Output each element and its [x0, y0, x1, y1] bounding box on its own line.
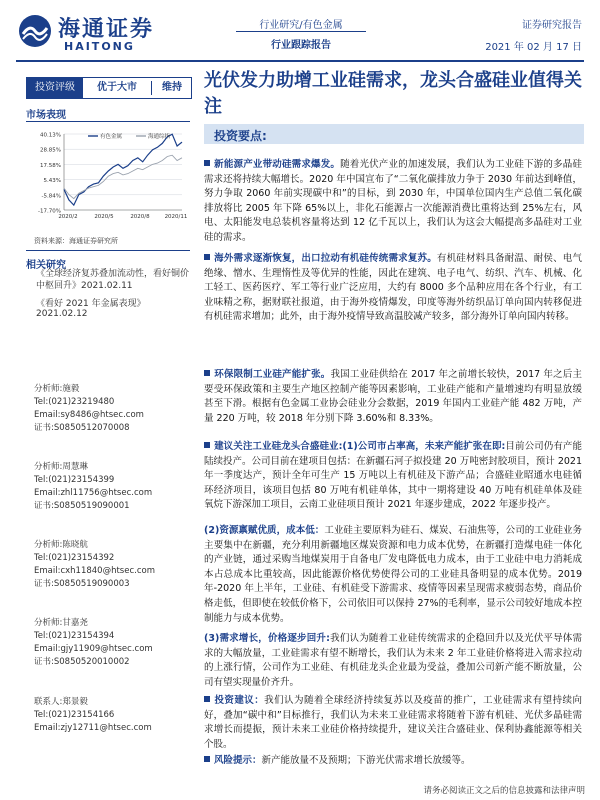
analyst-cert: 证书:S0850519090001: [34, 501, 130, 511]
analyst-name: 分析师:周慧琳: [34, 462, 88, 472]
key-point-lead: (2)资源禀赋优质，成本低：: [204, 525, 325, 536]
chart-source: 资料来源：海通证券研究所: [34, 237, 118, 245]
key-point-paragraph: [204, 440, 582, 513]
rating-value: 优于大市: [97, 82, 137, 93]
analyst-name: 分析师:甘嘉尧: [34, 618, 88, 628]
key-point-text: 我们认为随着工业硅传统需求的企稳回升以及光伏平导体需求的大幅放量，工业硅需求有望不断增长，我们认为未来 2 年工业硅价格将进入需求拉动的上涨行情，公司作为工业硅、有机硅龙头企业最为受益，叠加公司新产能不断放量，公司有望实现量价齐升。: [204, 633, 582, 688]
market-title-rule: [26, 121, 190, 122]
key-points-title: 投资要点:: [214, 129, 267, 143]
analyst-cert: 证书:S0850520010002: [34, 657, 130, 667]
header-rule: [16, 60, 584, 62]
report-title: 光伏发力助增工业硅需求，龙头合盛硅业值得关注: [204, 70, 582, 117]
key-point-paragraph: [204, 632, 582, 690]
analyst-tel: Tel:(021)23154392: [34, 553, 115, 563]
square-bullet-icon: [204, 756, 210, 762]
chart-x-tick-label: 2020/8: [130, 214, 150, 220]
key-point-text: 目前公司仍有产能陆续投产。公司目前在建项目包括：在新疆石河子拟投建 20 万吨密封胶项目，预计 2021 年一季度达产，预计全年可生产 15 万吨以上有机硅及下游产品；合盛硅业昭通水电硅循环经济项目，该项目包括 80 万吨有机硅单体，其中一期将建设 40 万吨有机硅单体及硅氧烷下游深加工项目，云南工业硅项目预计 2021 年逐步建成，2022 年逐步投产。: [204, 441, 582, 511]
square-bullet-icon: [204, 160, 210, 166]
chart-x-tick-label: 2020/5: [94, 214, 114, 220]
report-date: 2021 年 02 月 17 日: [485, 42, 582, 53]
key-point-paragraph: [204, 252, 582, 325]
analyst-email[interactable]: Email:zjy12711@htsec.com: [34, 723, 152, 733]
rating-label: 投资评级: [27, 78, 83, 98]
key-point-paragraph: [204, 524, 582, 626]
chart-x-tick-label: 2020/11: [164, 214, 188, 220]
chart-series-line-nonferrous: [64, 134, 182, 205]
related-research-title: 相关研究: [26, 260, 66, 271]
chart-legend-label: 海通综指: [148, 134, 171, 140]
square-bullet-icon: [204, 696, 210, 702]
analyst-email[interactable]: Email:gjy11909@htsec.com: [34, 644, 153, 654]
analyst-name: 联系人:郑景毅: [34, 697, 88, 707]
market-performance-chart: [26, 126, 190, 228]
key-point-text: 工业硅主要原料为硅石、煤炭、石油焦等，公司的工业硅业务主要集中在新疆，充分利用新疆地区煤炭资源和电力成本优势，在新疆打造煤电硅一体化的产业链，通过采购当地煤炭用于自备电厂发电降低电力成本，由于工业硅中电力消耗成本占总成本比重较高，因此能源价格优势使得公司的工业硅具备明显的成本优势。2019 年-2020 年上半年，工业硅、有机硅受下游需求、疫情等因素呈现需求疲弱态势，商品价格走低，但即使在较低价格下，公司依旧可以保持 27%的毛利率，显示公司较好地成本控制能力与成本优势。: [204, 525, 582, 624]
analyst-email[interactable]: Email:zhl11756@htsec.com: [34, 488, 153, 498]
key-point-lead: 风险提示：: [214, 755, 262, 766]
key-point-lead: 新能源产业带动硅需求爆发。: [214, 159, 341, 170]
key-point-text: 我们认为随着全球经济持续复苏以及疫苗的推广，工业硅需求有望持续向好，叠加“碳中和”目标推行，我们认为未来工业硅需求将随着下游有机硅、光伏多晶硅需求增长而提振，预计未来工业硅价格持续提升，建议关注合盛硅业、保利协鑫能源等相关个股。: [204, 695, 582, 750]
analyst-cert: 证书:S0850519090003: [34, 579, 130, 589]
report-label: 证券研究报告: [522, 20, 582, 31]
chart-y-tick-label: 28.85%: [40, 147, 61, 154]
key-point-lead: 投资建议：: [214, 695, 265, 706]
chart-y-tick-label: -17.70%: [38, 208, 61, 215]
key-point-text: 我国工业硅供给在 2017 年之前增长较快，2017 年之后主要受环保政策和主要生产地区控制产能等因素影响，工业硅产能和产量增速均有明显放缓甚至下滑。根据有色金属工业协会硅业分会数据，2019 年国内工业硅产能 482 万吨，产量 220 万吨，较 2018 年分别下降 3.60%和 8.33%。: [204, 369, 582, 424]
related-research-item[interactable]: 《看好 2021 年金属表现》2021.02.12: [36, 299, 146, 319]
chart-series-line-composite: [64, 155, 182, 198]
disclaimer-footer: 请务必阅读正文之后的信息披露和法律声明: [423, 786, 585, 796]
square-bullet-icon: [204, 370, 210, 376]
chart-y-tick-label: -5.84%: [41, 193, 61, 200]
key-point-lead: 海外需求逐渐恢复，出口拉动有机硅传统需求复苏。: [214, 253, 437, 264]
square-bullet-icon: [204, 254, 210, 260]
logo-english-name: HAITONG: [64, 40, 135, 53]
key-point-text: 新产能放量不及预期；下游光伏需求增长放缓等。: [261, 755, 471, 766]
rating-action: 维持: [162, 82, 182, 93]
analyst-name: 分析师:陈晓航: [34, 540, 88, 550]
related-research-item[interactable]: 《全球经济复苏叠加流动性，看好铜价中枢回升》2021.02.11: [36, 269, 190, 291]
key-point-lead: (3)需求增长，价格逐步回升:: [204, 633, 330, 644]
logo-chinese-name: 海通证券: [58, 16, 155, 42]
analyst-tel: Tel:(021)23219480: [34, 397, 115, 407]
report-type: 行业跟踪报告: [271, 40, 331, 51]
analyst-tel: Tel:(021)23154394: [34, 631, 115, 641]
analyst-tel: Tel:(021)23154399: [34, 475, 115, 485]
square-bullet-icon: [204, 442, 210, 448]
analyst-cert: 证书:S0850512070008: [34, 423, 130, 433]
chart-y-tick-label: 5.43%: [43, 178, 61, 185]
chart-y-tick-label: 17.58%: [40, 162, 61, 169]
rating-separator: [151, 81, 152, 95]
industry-category: 行业研究/有色金属: [259, 20, 343, 31]
haitong-logo: [18, 10, 168, 58]
sidebar-divider: [26, 250, 190, 251]
market-performance-title: 市场表现: [26, 110, 66, 121]
key-point-paragraph: [204, 694, 582, 752]
analyst-tel: Tel:(021)23154166: [34, 710, 115, 720]
header-divider: [236, 31, 366, 32]
key-point-lead: 建议关注工业硅龙头合盛硅业:(1)公司市占率高，未来产能扩张在即:: [214, 441, 506, 452]
analyst-email[interactable]: Email:sy8486@htsec.com: [34, 410, 144, 420]
key-point-text: 有机硅材料具备耐温、耐侯、电气绝缘、憎水、生理惰性及等优异的性能，因此在建筑、电子电气、纺织、汽车、机械、化工轻工、医药医疗、军工等行业广泛应用，大约有 8000 多个品种应用在各个行业，有工业味精之称，据财联社报道，由于海外疫情爆发，印度等海外纺织品订单向国内转移促进有机硅需求增加；此外，由于海外疫情导致高温胶减产较多，部分海外订单向国内转移。: [204, 253, 582, 323]
chart-y-tick-label: 40.13%: [40, 132, 61, 139]
key-point-paragraph: [204, 754, 582, 769]
key-point-text: 随着光伏产业的加速发展，我们认为工业硅下游的多晶硅需求还将持续大幅增长。2020 年中国宣布了“二氧化碳排放力争于 2030 年前达到峰值，努力争取 2060 年前实现碳中和”的目标，到 2030 年，中国单位国内生产总值二氧化碳排放将比 2005 年下降 65%以上，非化石能源占一次能源消费比重将达到 25%左右，风电、太阳能发电总装机容量将达到 12 亿千瓦以上，我们认为这会大幅提高多晶硅对工业硅的需求。: [204, 159, 582, 243]
chart-legend-label: 有色金属: [100, 134, 123, 140]
investment-rating: [26, 77, 192, 99]
analyst-name: 分析师:施毅: [34, 384, 80, 394]
key-point-lead: 环保限制工业硅产能扩张。: [214, 369, 331, 380]
haitong-logo-icon: [18, 14, 52, 48]
key-point-paragraph: [204, 158, 582, 246]
key-point-paragraph: [204, 368, 582, 426]
chart-x-tick-label: 2020/2: [58, 214, 78, 220]
analyst-email[interactable]: Email:cxh11840@htsec.com: [34, 566, 155, 576]
